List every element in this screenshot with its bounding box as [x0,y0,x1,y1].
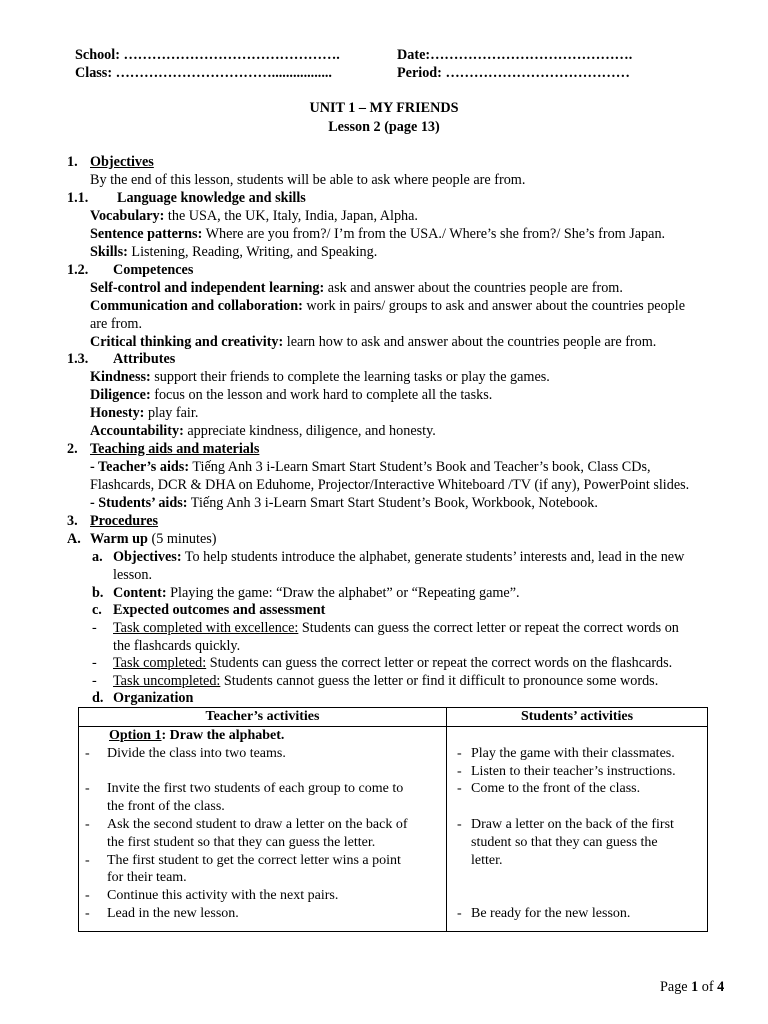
kindness-line: Kindness: support their friends to complete the learning tasks or play the games. [90,369,550,385]
communication-line-2: are from. [90,316,142,332]
warmup-heading: Warm up (5 minutes) [90,531,217,547]
accountability-line: Accountability: appreciate kindness, diligence, and honesty. [90,423,436,439]
option-title: Option 1: Draw the alphabet. [109,728,285,743]
class-field: Class: ……………………………................. [75,65,332,81]
section-2-number: 2. [67,441,78,457]
table-row: - Invite the first two students of each group to come to the front of the class. [85,781,404,815]
section-1-1-number: 1.1. [67,190,89,206]
teacher-column-header: Teacher’s activities [79,708,447,727]
unit-title: UNIT 1 – MY FRIENDS [309,100,459,116]
teacher-activities-cell [79,727,447,932]
school-field: School: ………………………………………. [75,47,340,63]
section-1-3-number: 1.3. [67,351,89,367]
table-header-row [79,708,708,727]
table-row: - Divide the class into two teams. [85,745,286,761]
teacher-aids-line: - Teacher’s aids: Tiếng Anh 3 i-Learn Smart Start Student’s Book and Teacher’s book, Class CDs, [90,459,651,475]
date-field: Date:……………………………………. [397,47,633,63]
section-1-2-number: 1.2. [67,262,89,278]
outcome-completed-line: Task completed: Students can guess the correct letter or repeat the correct words on the flashcards. [113,655,673,671]
item-c-letter: c. [92,602,102,618]
procedures-heading: Procedures [90,513,159,529]
table-row: - Ask the second student to draw a letter on the back of the first student so that they can guess the letter. [85,816,408,850]
objectives-intro: By the end of this lesson, students will be able to ask where people are from. [90,172,526,188]
table-row: - The first student to get the correct letter wins a point for their team. [85,852,401,886]
table-body-row [79,727,708,932]
outcome-uncompleted-line: Task uncompleted: Students cannot guess the letter or find it difficult to pronounce some words. [113,673,659,689]
competences-heading: Competences [113,262,194,278]
lesson-title: Lesson 2 (page 13) [328,119,440,135]
outcomes-heading: Expected outcomes and assessment [113,602,326,618]
objectives-heading: Objectives [90,154,154,170]
honesty-line: Honesty: play fair. [90,405,199,421]
aids-heading: Teaching aids and materials [90,441,260,457]
section-1-number: 1. [67,154,78,170]
selfcontrol-line: Self-control and independent learning: ask and answer about the countries people are from. [90,280,623,296]
list-item: - Be ready for the new lesson. [457,905,631,921]
content-line: Content: Playing the game: “Draw the alphabet” or “Repeating game”. [113,585,520,601]
table-row: - Continue this activity with the next pairs. [85,888,339,904]
outcome-2-dash: - [92,655,97,671]
outcome-excellence-line: Task completed with excellence: Students can guess the correct letter or repeat the correct words on [113,620,679,636]
warmup-letter: A. [67,531,81,547]
list-item: - Draw a letter on the back of the first student so that they can guess the letter. [457,816,674,868]
item-d-letter: d. [92,690,104,706]
period-field: Period: ………………………………… [397,65,630,81]
critical-line: Critical thinking and creativity: learn how to ask and answer about the countries people are from. [90,334,657,350]
page-footer: Page 1 of 4 [660,979,725,995]
item-b-letter: b. [92,585,104,601]
organization-heading: Organization [113,690,194,706]
outcome-3-dash: - [92,673,97,689]
list-item: - Listen to their teacher’s instructions. [457,763,676,779]
list-item: - Play the game with their classmates. [457,745,675,761]
diligence-line: Diligence: focus on the lesson and work hard to complete all the tasks. [90,387,493,403]
outcome-excellence-line-2: the flashcards quickly. [113,638,241,654]
language-heading: Language knowledge and skills [117,190,306,206]
students-activities-cell [447,727,708,932]
patterns-line: Sentence patterns: Where are you from?/ I’m from the USA./ Where’s she from?/ She’s from Japan. [90,226,666,242]
warmup-objectives-line: Objectives: To help students introduce the alphabet, generate students’ interests and, lead in the new [113,549,685,565]
student-aids-line: - Students’ aids: Tiếng Anh 3 i-Learn Smart Start Student’s Book, Workbook, Notebook. [90,495,598,511]
students-column-header: Students’ activities [447,708,708,727]
organization-table [78,707,708,932]
skills-line: Skills: Listening, Reading, Writing, and Speaking. [90,244,378,260]
item-a-letter: a. [92,549,103,565]
table-row: - Lead in the new lesson. [85,905,239,921]
teacher-aids-line-2: Flashcards, DCR & DHA on Eduhome, Projector/Interactive Whiteboard /TV (if any), PowerPoint slides. [90,477,690,493]
section-3-number: 3. [67,513,78,529]
warmup-objectives-line-2: lesson. [113,567,153,583]
outcome-1-dash: - [92,620,97,636]
list-item: - Come to the front of the class. [457,781,641,797]
attributes-heading: Attributes [113,351,176,367]
vocabulary-line: Vocabulary: the USA, the UK, Italy, India, Japan, Alpha. [90,208,418,224]
communication-line: Communication and collaboration: work in pairs/ groups to ask and answer about the countries people [90,298,686,314]
